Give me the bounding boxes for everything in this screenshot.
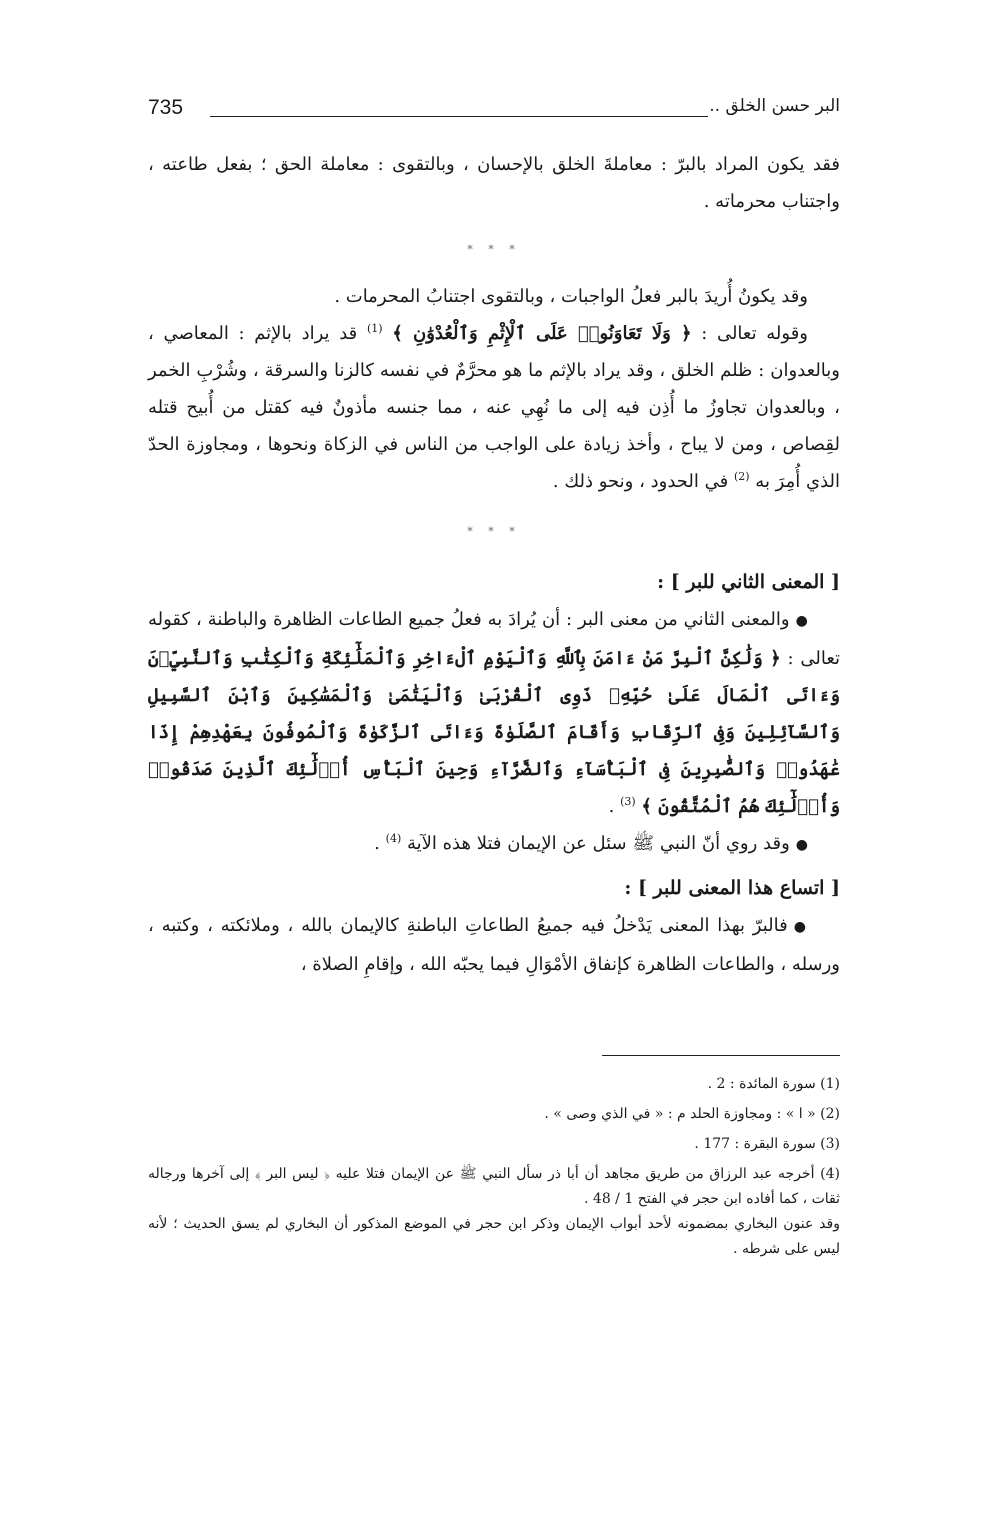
bullet-icon: ● xyxy=(795,613,808,629)
paragraph-6-text: فالبرّ بهذا المعنى يَدْخلُ فيه جميعُ الطاعاتِ الباطنةِ كالإيمان بالله ، وملائكته ، وكتبه ، ورسله ، والطاعات الظاهرة كإنفاق الأمْوَالِ فيما يحبّه الله ، وإقامِ الصلاة ، xyxy=(148,915,840,975)
footnote-ref-3[interactable]: (3) xyxy=(620,795,636,808)
section-separator: * * * xyxy=(467,525,521,538)
main-text xyxy=(148,146,840,983)
running-header xyxy=(148,96,840,130)
paragraph-4-intro: والمعنى الثاني من معنى البر : أن يُرادَ به فعلُ جميع الطاعات الظاهرة والباطنة ، كقوله تعالى : xyxy=(148,609,841,669)
footnote-4: (4) أخرجه عبد الرزاق من طريق مجاهد أن أبا ذر سأل النبي ﷺ عن الإيمان فتلا عليه ﴿ ليس البر ﴾ إلى آخرها ورجاله ثقات ، كما أفاده ابن حجر في الفتح 1 / 48 . xyxy=(148,1166,840,1207)
running-title: البر حسن الخلق .. xyxy=(709,96,840,116)
header-rule xyxy=(210,116,708,117)
paragraph-3-intro: وقوله تعالى : xyxy=(701,323,808,344)
paragraph-1: فقد يكون المراد بالبرّ : معاملةَ الخلق بالإحسان ، وبالتقوى : معاملة الحق ؛ بفعل طاعته ، واجتناب محرماته . xyxy=(148,154,840,212)
section-separator: * * * xyxy=(467,243,521,256)
footnote-ref-1[interactable]: (1) xyxy=(366,322,383,335)
page-number: 735 xyxy=(148,96,184,119)
paragraph-4-end: . xyxy=(608,796,615,817)
footnote-ref-2[interactable]: (2) xyxy=(733,470,750,483)
footnote-2: (2) « ا » : ومجاوزة الحلد م : « في الذي وصى » . xyxy=(544,1106,840,1122)
quran-verse-maidah: ﴿ وَلَا تَعَاوَنُوا۟ عَلَى ٱلْإِثْمِ وَٱلْعُدْوَٰنِ ﴾ xyxy=(392,323,692,344)
paragraph-6 xyxy=(148,907,840,983)
footnotes xyxy=(148,1072,840,1267)
paragraph-5 xyxy=(148,825,840,864)
bullet-icon: ● xyxy=(795,837,808,853)
footnote-4-continued: وقد عنون البخاري بمضمونه لأحد أبواب الإيمان وذكر ابن حجر في الموضع المذكور أن البخاري لم يسق الحديث ؛ لأنه ليس على شرطه . xyxy=(148,1216,840,1257)
section-heading-second-meaning: [ المعنى الثاني للبر ] : xyxy=(657,571,840,593)
quran-verse-baqarah: ﴿ وَلَٰكِنَّ ٱلْبِرَّ مَنْ ءَامَنَ بِٱللَّهِ وَٱلْيَوْمِ ٱلْءَاخِرِ وَٱلْمَلَٰٓئِكَةِ وَٱلْكِتَٰبِ وَٱلنَّبِيِّۦنَ وَءَاتَى ٱلْمَالَ عَلَىٰ حُبِّهِۦ ذَوِى ٱلْقُرْبَىٰ وَٱلْيَتَٰمَىٰ وَٱلْمَسَٰكِينَ وَٱبْنَ ٱلسَّبِيلِ وَٱلسَّآئِلِينَ وَفِى ٱلرِّقَابِ وَأَقَامَ ٱلصَّلَوٰةَ وَءَاتَى ٱلزَّكَوٰةَ وَٱلْمُوفُونَ بِعَهْدِهِمْ إِذَا عَٰهَدُوا۟ وَٱلصَّٰبِرِينَ فِى ٱلْبَأْسَآءِ وَٱلضَّرَّآءِ وَحِينَ ٱلْبَأْسِ أُو۟لَٰٓئِكَ ٱلَّذِينَ صَدَقُوا۟ وَأُو۟لَٰٓئِكَ هُمُ ٱلْمُتَّقُونَ ﴾ xyxy=(148,648,840,817)
paragraph-3 xyxy=(148,315,840,500)
footnote-separator xyxy=(602,1055,840,1056)
footnote-3: (3) سورة البقرة : 177 . xyxy=(694,1136,840,1152)
paragraph-4 xyxy=(148,601,840,825)
section-heading-breadth: [ اتساع هذا المعنى للبر ] : xyxy=(624,877,840,899)
paragraph-3-end: في الحدود ، ونحو ذلك . xyxy=(552,471,729,492)
paragraph-5-text: وقد روي أنّ النبي ﷺ سئل عن الإيمان فتلا هذه الآية xyxy=(406,833,790,854)
footnote-1: (1) سورة المائدة : 2 . xyxy=(707,1076,840,1092)
paragraph-3-body: قد يراد بالإثم : المعاصي ، وبالعدوان : ظلم الخلق ، وقد يراد بالإثم ما هو محرَّمٌ في نفسه كالزنا والسرقة ، وشُرْبِ الخمر ، وبالعدوان تجاوزُ ما أُذِن فيه إلى ما نُهِي عنه ، مما جنسه مأذونٌ فيه كقتل من أُبيح قتله لقِصاص ، ومن لا يباح ، وأخذ زيادة على الواجب من الناس في الزكاة ونحوها ، ومجاوزة الحدّ الذي أُمِرَ به xyxy=(148,323,840,492)
paragraph-5-end: . xyxy=(374,833,380,854)
paragraph-2: وقد يكونُ أُريدَ بالبر فعلُ الواجبات ، وبالتقوى اجتنابُ المحرمات . xyxy=(334,286,808,307)
bullet-icon: ● xyxy=(793,919,808,935)
footnote-ref-4[interactable]: (4) xyxy=(385,832,402,845)
